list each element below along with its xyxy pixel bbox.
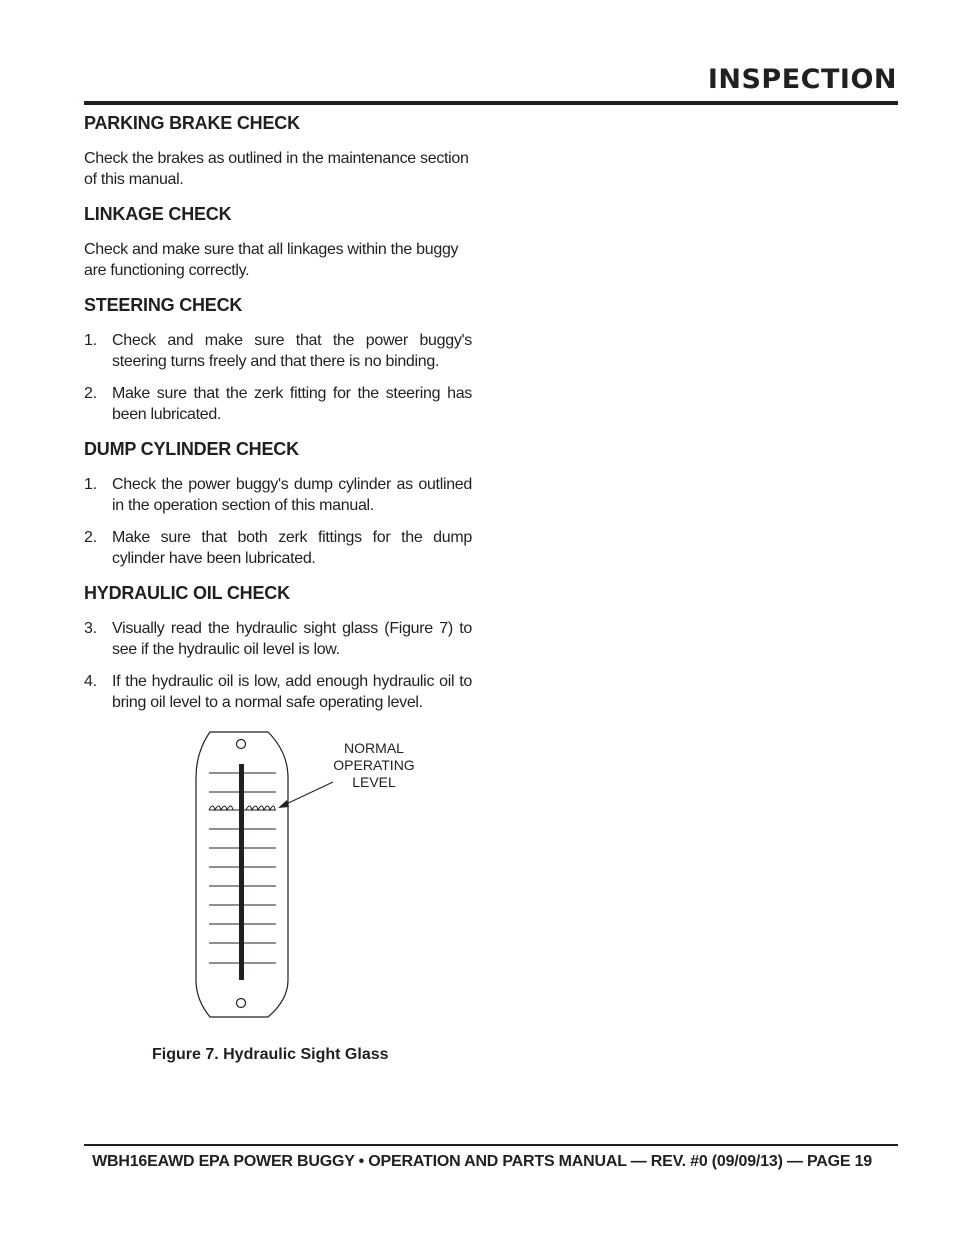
list-text: Make sure that both zerk fittings for the dump cylinder have been lubricated.: [112, 529, 472, 567]
section-heading: HYDRAULIC OIL CHECK: [84, 583, 290, 603]
list-item: [84, 618, 472, 660]
list-item: [84, 671, 472, 713]
section-steering: [84, 295, 472, 425]
section-heading: DUMP CYLINDER CHECK: [84, 439, 299, 459]
sight-glass-figure: [190, 730, 430, 1025]
section-parking-brake: [84, 113, 472, 190]
list-number: 1.: [84, 332, 97, 349]
list-item: [84, 474, 472, 516]
list-item: [84, 330, 472, 372]
page-title: INSPECTION: [707, 64, 897, 95]
callout-arrowhead: [278, 800, 289, 808]
callout-line-3: LEVEL: [352, 774, 396, 790]
mounting-hole-top: [237, 740, 246, 749]
list-number: 2.: [84, 529, 97, 546]
list-number: 1.: [84, 476, 97, 493]
callout-leader: [282, 782, 333, 806]
section-hydraulic-oil: [84, 583, 472, 713]
section-heading: PARKING BRAKE CHECK: [84, 113, 300, 133]
section-paragraph: Check the brakes as outlined in the maintenance section of this manual.: [84, 150, 469, 188]
list-text: Make sure that the zerk fitting for the steering has been lubricated.: [112, 385, 472, 423]
callout-line-2: OPERATING: [333, 757, 415, 773]
list-item: [84, 527, 472, 569]
list-item: [84, 383, 472, 425]
callout-line-1: NORMAL: [344, 740, 404, 756]
section-heading: LINKAGE CHECK: [84, 204, 232, 224]
list-number: 4.: [84, 673, 97, 690]
list-number: 3.: [84, 620, 97, 637]
list-text: Visually read the hydraulic sight glass (Figure 7) to see if the hydraulic oil level is low.: [112, 620, 472, 658]
list-text: If the hydraulic oil is low, add enough hydraulic oil to bring oil level to a normal safe operating level.: [112, 673, 472, 711]
page-footer: WBH16EAWD EPA POWER BUGGY • OPERATION AND PARTS MANUAL — REV. #0 (09/09/13) — PAGE 19: [92, 1153, 872, 1170]
sight-glass-illustration: [190, 730, 430, 1025]
mounting-hole-bottom: [237, 999, 246, 1008]
section-linkage: [84, 204, 472, 281]
list-text: Check the power buggy's dump cylinder as outlined in the operation section of this manual.: [112, 476, 472, 514]
header-rule: [84, 101, 898, 105]
section-dump-cylinder: [84, 439, 472, 569]
footer-rule: [84, 1144, 898, 1146]
list-text: Check and make sure that the power buggy's steering turns freely and that there is no binding.: [112, 332, 472, 370]
main-content: [84, 113, 472, 727]
list-number: 2.: [84, 385, 97, 402]
section-heading: STEERING CHECK: [84, 295, 243, 315]
figure-caption: Figure 7. Hydraulic Sight Glass: [152, 1046, 389, 1063]
gauge-bar: [239, 764, 244, 980]
section-paragraph: Check and make sure that all linkages within the buggy are functioning correctly.: [84, 241, 459, 279]
